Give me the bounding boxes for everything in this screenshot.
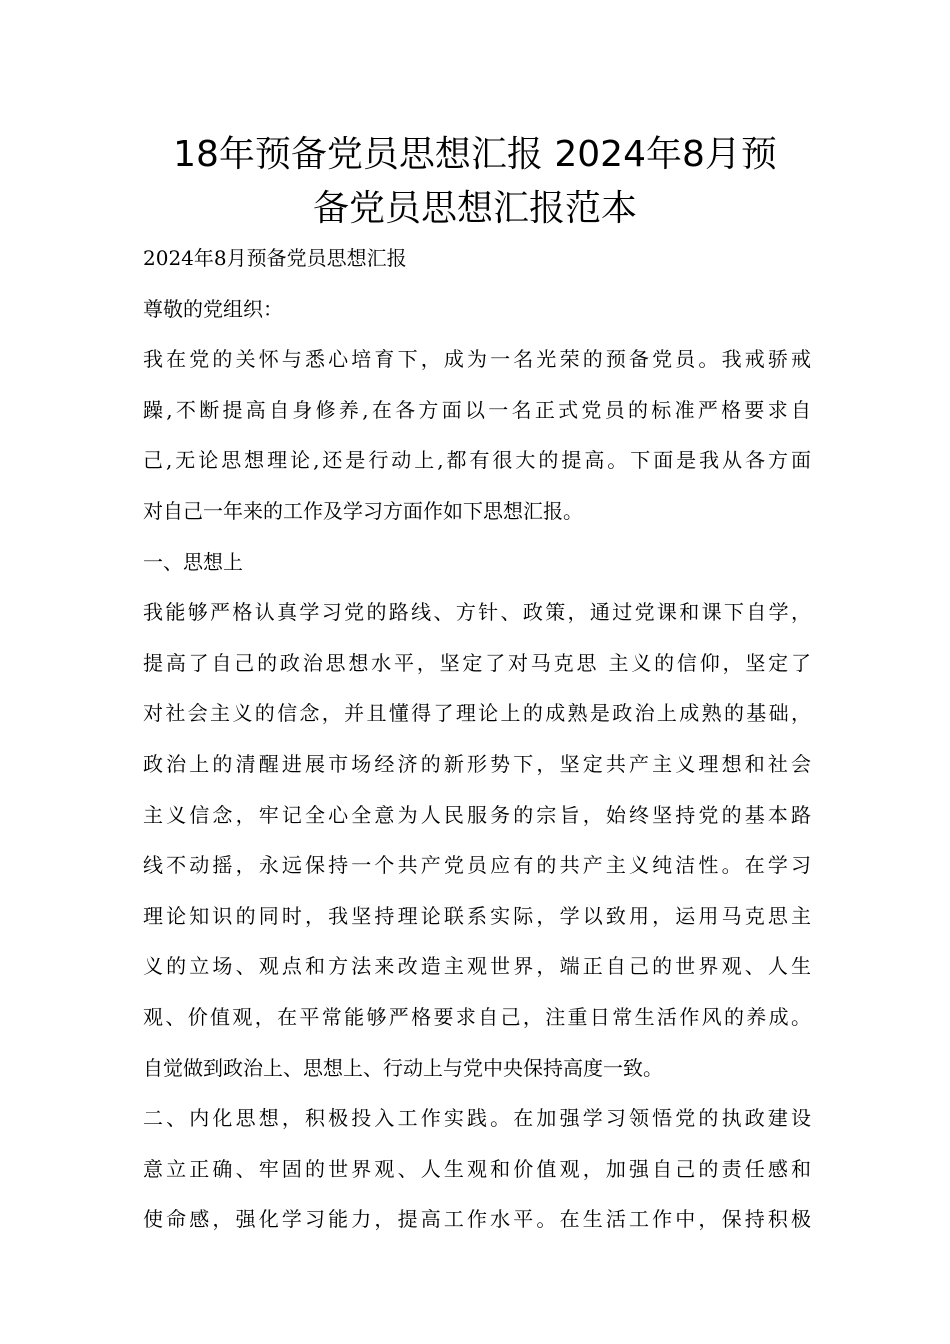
body-line: 理论知识的同时，我坚持理论联系实际，学以致用，运用马克思主: [143, 903, 811, 928]
body-line: 自觉做到政治上、思想上、行动上与党中央保持高度一致。: [143, 1055, 663, 1080]
body-line: 我在党的关怀与悉心培育下，成为一名光荣的预备党员。我戒骄戒: [143, 347, 811, 372]
body-line: 观、价值观，在平常能够严格要求自己，注重日常生活作风的养成。: [143, 1004, 811, 1029]
body-line: 己,无论思想理论,还是行动上,都有很大的提高。下面是我从各方面: [143, 448, 811, 473]
body-line: 政治上的清醒进展市场经济的新形势下，坚定共产主义理想和社会: [143, 751, 811, 776]
document-title: [120, 128, 830, 236]
body-line: 躁,不断提高自身修养,在各方面以一名正式党员的标准严格要求自: [143, 397, 811, 422]
body-line: 主义信念，牢记全心全意为人民服务的宗旨，始终坚持党的基本路: [143, 802, 811, 827]
title-line-2: 备党员思想汇报范本: [312, 188, 637, 229]
section-heading-2: 二、内化思想，积极投入工作实践。在加强学习领悟党的执政建设: [143, 1106, 811, 1131]
subtitle: 2024年8月预备党员思想汇报: [143, 246, 407, 270]
section-heading-1: 一、思想上: [143, 549, 243, 574]
body-line: 我能够严格认真学习党的路线、方针、政策，通过党课和课下自学，: [143, 600, 811, 625]
body-line: 对社会主义的信念，并且懂得了理论上的成熟是政治上成熟的基础，: [143, 701, 811, 726]
body-line: 使命感，强化学习能力，提高工作水平。在生活工作中，保持积极: [143, 1207, 811, 1232]
document-body: [143, 233, 811, 1245]
title-line-1: 18年预备党员思想汇报 2024年8月预: [173, 134, 777, 175]
salutation: 尊敬的党组织：: [143, 296, 283, 321]
body-line: 对自己一年来的工作及学习方面作如下思想汇报。: [143, 498, 583, 523]
body-line: 线不动摇，永远保持一个共产党员应有的共产主义纯洁性。在学习: [143, 853, 811, 878]
body-line: 意立正确、牢固的世界观、人生观和价值观，加强自己的责任感和: [143, 1156, 811, 1181]
body-line: 提高了自己的政治思想水平，坚定了对马克思 主义的信仰，坚定了: [143, 650, 811, 675]
body-line: 义的立场、观点和方法来改造主观世界，端正自己的世界观、人生: [143, 954, 811, 979]
